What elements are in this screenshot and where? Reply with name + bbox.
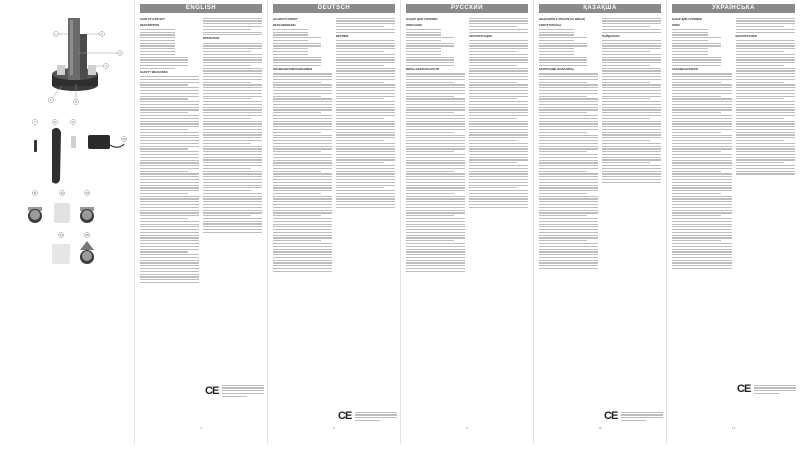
- text-column: [539, 16, 598, 271]
- text-column: [469, 16, 528, 274]
- page-number: 3: [200, 426, 202, 430]
- section-heading: OPERATION: [203, 36, 220, 41]
- text-column: [672, 16, 732, 271]
- svg-text:10: 10: [122, 137, 126, 141]
- text-column: [203, 16, 262, 285]
- language-header: УКРАЇНСЬКА: [672, 4, 795, 13]
- text-column: [140, 16, 199, 285]
- panel-ukrainian: [667, 0, 800, 444]
- illustration-panel: [0, 0, 135, 444]
- section-heading: ҚАУІПСІЗДІК ШАРАЛАРЫ: [539, 67, 575, 72]
- svg-text:6: 6: [50, 98, 52, 102]
- panel-kazakh: [534, 0, 667, 444]
- section-heading: МЕРЫ БЕЗОПАСНОСТИ: [406, 67, 440, 72]
- text-column: [273, 16, 332, 274]
- section-heading: SICHERHEITSMASSNAHMEN: [273, 67, 313, 72]
- svg-text:1: 1: [55, 32, 57, 36]
- section-heading: SAFETY MEASURES: [140, 69, 168, 74]
- text-column: [336, 16, 395, 274]
- page-number: 8: [466, 426, 468, 430]
- svg-text:15: 15: [85, 233, 89, 237]
- ce-mark-icon: CE: [338, 410, 352, 423]
- language-header: РУССКИЙ: [406, 4, 528, 13]
- svg-text:7: 7: [34, 120, 36, 124]
- ce-block: [604, 410, 663, 423]
- page-number: 10: [598, 426, 602, 430]
- language-header: ENGLISH: [140, 4, 262, 13]
- text-column: [406, 16, 465, 274]
- svg-text:12: 12: [60, 191, 64, 195]
- product-title: HAIR STYLER SET: [140, 17, 165, 21]
- section-heading: DESCRIPTION: [140, 22, 160, 27]
- panel-english: [135, 0, 268, 444]
- section-heading: ЭКСПЛУАТАЦИЯ: [469, 33, 492, 38]
- product-title: НАБОР ДЛЯ СТРИЖКИ: [406, 17, 438, 21]
- svg-text:5: 5: [75, 100, 77, 104]
- svg-text:11: 11: [33, 191, 37, 195]
- text-column: [602, 16, 661, 271]
- section-heading: ПАЙДАЛАНУ: [602, 33, 620, 38]
- ce-block: [338, 410, 397, 423]
- section-heading: ОПИС: [672, 22, 681, 27]
- ce-block: [205, 383, 264, 399]
- svg-text:2: 2: [101, 32, 103, 36]
- ce-mark-icon: CE: [604, 410, 618, 423]
- section-heading: СИПАТТАМАСЫ: [539, 22, 562, 27]
- svg-text:9: 9: [72, 120, 74, 124]
- svg-text:4: 4: [105, 64, 107, 68]
- ce-mark-icon: CE: [205, 384, 219, 397]
- page-number: 13: [731, 426, 736, 430]
- product-illustration: [0, 0, 135, 444]
- section-heading: ЗАХОДИ БЕЗПЕКИ: [672, 67, 698, 72]
- product-title: HAARSTYLERSET: [273, 17, 298, 21]
- svg-text:13: 13: [85, 191, 89, 195]
- section-heading: BETRIEB: [336, 33, 349, 38]
- ce-block: [737, 383, 796, 396]
- section-heading: ЕКСПЛУАТАЦІЯ: [735, 33, 757, 38]
- section-heading: ОПИСАНИЕ: [406, 22, 423, 27]
- language-header: ҚАЗАҚША: [539, 4, 661, 13]
- svg-text:8: 8: [54, 120, 56, 124]
- panel-deutsch: [268, 0, 401, 444]
- svg-text:3: 3: [119, 51, 121, 55]
- panel-russian: [401, 0, 534, 444]
- page-number: 5: [333, 426, 335, 430]
- product-title: ШАШ ҚИЮҒА АРНАЛҒАН ЖИНАҚ: [539, 17, 586, 21]
- product-title: НАБІР ДЛЯ СТРИЖКИ: [672, 17, 702, 21]
- language-header: DEUTSCH: [273, 4, 395, 13]
- text-column: [736, 16, 796, 271]
- svg-text:14: 14: [59, 233, 63, 237]
- ce-mark-icon: CE: [737, 383, 751, 396]
- section-heading: BESCHREIBUNG: [273, 22, 296, 27]
